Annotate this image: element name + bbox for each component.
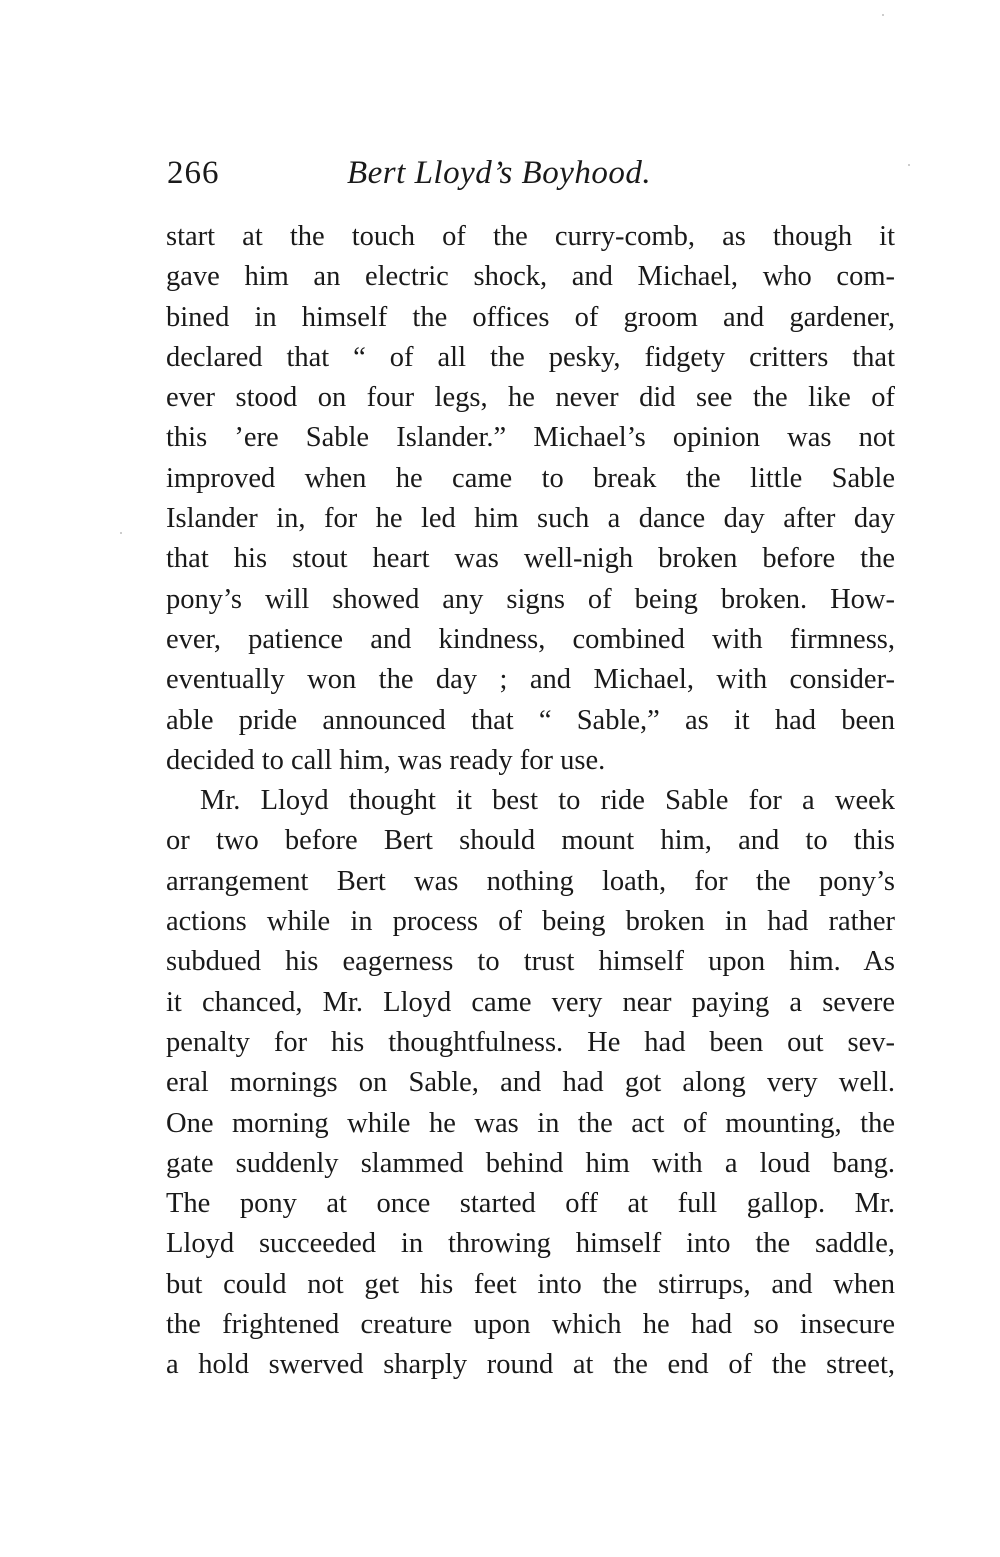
- scan-speck: [882, 14, 884, 16]
- scan-speck: [908, 164, 910, 166]
- text-line: a hold swerved sharply round at the end of the street,: [166, 1349, 895, 1381]
- text-line: arrangement Bert was nothing loath, for the pony’s: [166, 865, 895, 897]
- text-line: start at the touch of the curry-comb, as though it: [166, 221, 895, 252]
- text-line: improved when he came to break the little Sable: [166, 462, 895, 494]
- text-line: decided to call him, was ready for use.: [166, 744, 606, 776]
- text-line: it chanced, Mr. Lloyd came very near paying a severe: [166, 986, 895, 1018]
- text-line: or two before Bert should mount him, and to this: [166, 825, 895, 857]
- text-line: gave him an electric shock, and Michael, who com-: [166, 261, 895, 293]
- text-line: subdued his eagerness to trust himself upon him. As: [166, 946, 895, 978]
- paragraph-1: [166, 217, 895, 781]
- scan-speck: [120, 532, 122, 534]
- text-line: Lloyd succeeded in throwing himself into the saddle,: [166, 1228, 895, 1260]
- text-line: ever stood on four legs, he never did see the like of: [166, 382, 895, 414]
- page-number: 266: [167, 155, 220, 191]
- text-line: The pony at once started off at full gallop. Mr.: [166, 1188, 895, 1220]
- running-head: [167, 148, 897, 198]
- text-line: eventually won the day ; and Michael, with consider-: [166, 664, 895, 696]
- text-line: ever, patience and kindness, combined with firmness,: [166, 623, 895, 655]
- text-line: that his stout heart was well-nigh broken before the: [166, 543, 895, 575]
- text-line: One morning while he was in the act of mounting, the: [166, 1107, 895, 1139]
- text-line: eral mornings on Sable, and had got along very well.: [166, 1067, 895, 1099]
- running-title: Bert Lloyd’s Boyhood.: [347, 155, 652, 191]
- paragraph-2: [166, 781, 895, 1385]
- text-line: actions while in process of being broken in had rather: [166, 906, 895, 938]
- text-line: but could not get his feet into the stirrups, and when: [166, 1268, 895, 1300]
- text-line: able pride announced that “ Sable,” as it had been: [166, 704, 895, 736]
- text-line: Islander in, for he led him such a dance day after day: [166, 503, 895, 535]
- text-line: declared that “ of all the pesky, fidgety critters that: [166, 341, 895, 373]
- text-line: penalty for his thoughtfulness. He had been out sev-: [166, 1026, 895, 1058]
- text-line: Mr. Lloyd thought it best to ride Sable for a week: [200, 785, 895, 817]
- text-line: this ’ere Sable Islander.” Michael’s opinion was not: [166, 422, 895, 454]
- text-line: the frightened creature upon which he had so insecure: [166, 1309, 895, 1341]
- text-line: bined in himself the offices of groom and gardener,: [166, 301, 895, 333]
- body-text: [166, 217, 895, 1386]
- text-line: pony’s will showed any signs of being broken. How-: [166, 583, 895, 615]
- text-line: gate suddenly slammed behind him with a loud bang.: [166, 1147, 895, 1179]
